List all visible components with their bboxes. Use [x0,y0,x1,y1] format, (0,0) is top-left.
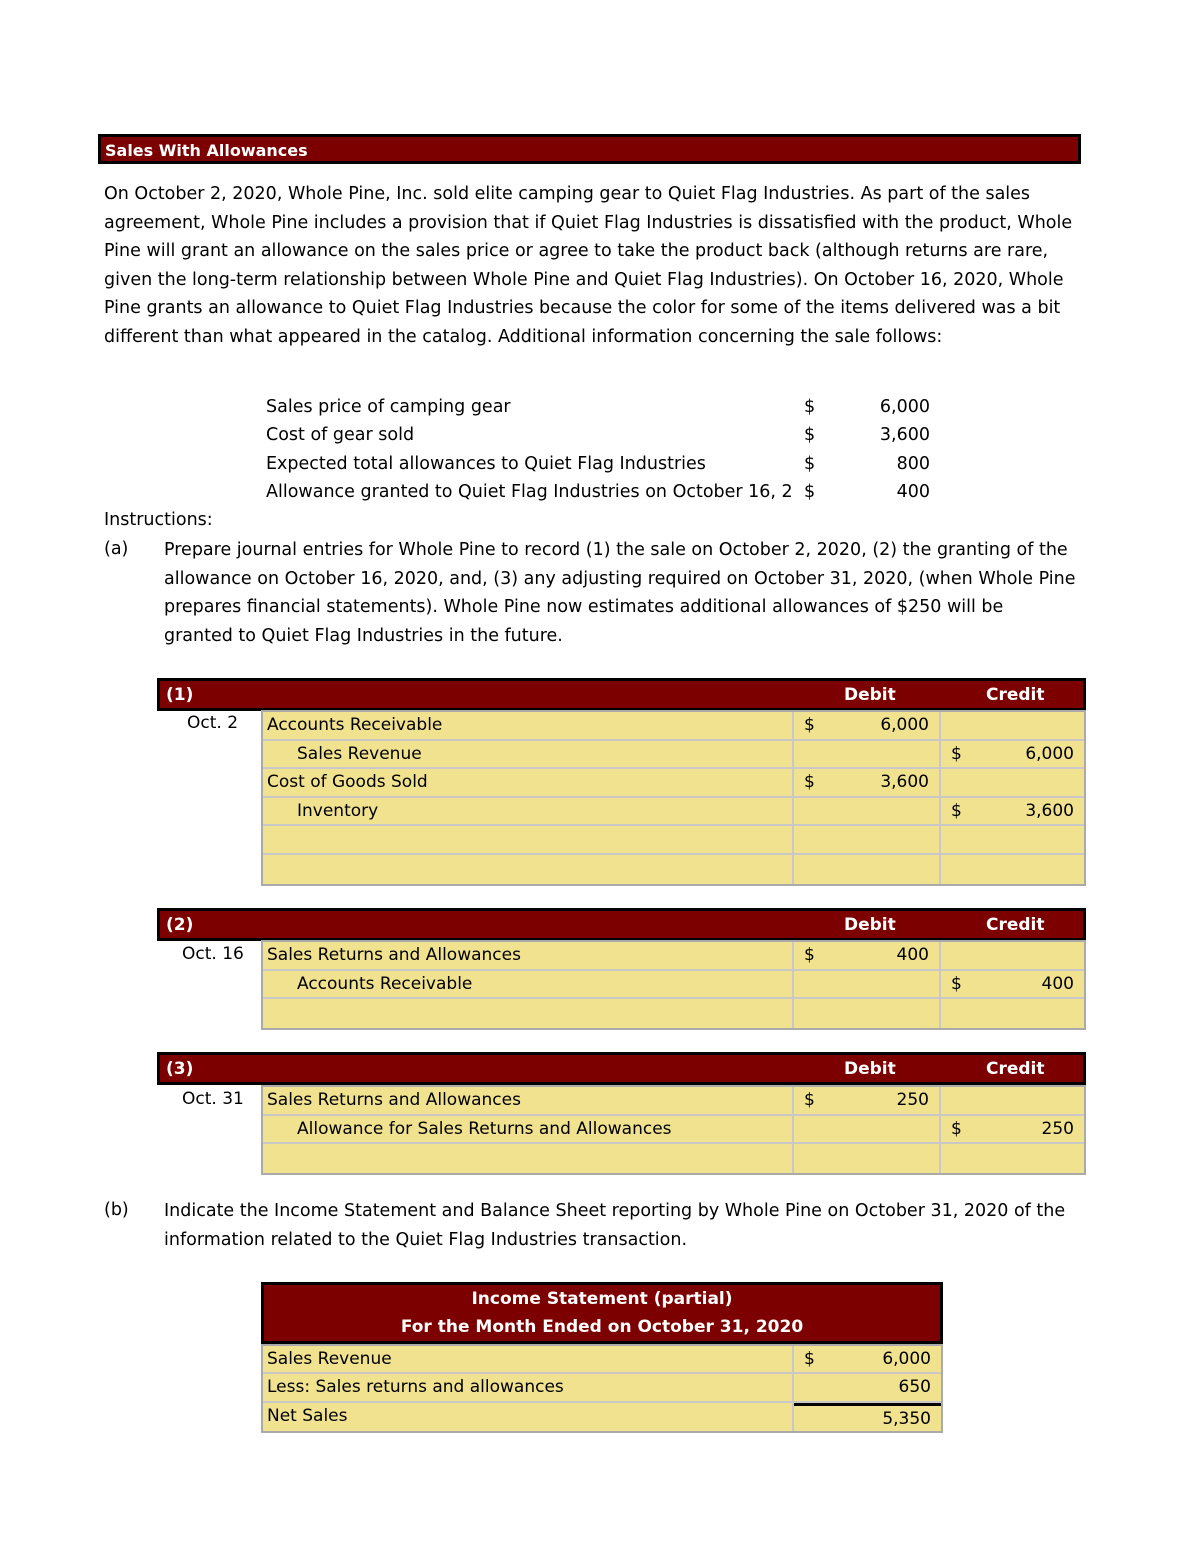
paragraph-line: agreement, Whole Pine includes a provision that if Quiet Flag Industries is dissatisfied with the product, Whole [104,212,1073,233]
journal-grid-3 [261,1085,1086,1175]
journal-header-3: (3) Debit Credit [157,1052,1086,1085]
journal-header-1: (1) Debit Credit [157,678,1086,711]
journal-row: Allowance for Sales Returns and Allowances $ 250 [263,1116,1084,1145]
journal-row-empty [263,999,1084,1028]
journal-row: Sales Revenue $ 6,000 [263,741,1084,770]
paragraph-line: On October 2, 2020, Whole Pine, Inc. sold elite camping gear to Quiet Flag Industries. As part of the sales [104,184,1031,204]
info-row: Allowance granted to Quiet Flag Industries on October 16, 2 $ 400 [266,481,930,502]
info-row: Sales price of camping gear $ 6,000 [266,397,930,417]
journal-grid-2 [261,940,1086,1030]
journal-date-1: Oct. 2 [187,713,239,733]
part-b-letter: (b) [104,1200,129,1220]
income-statement-row-total: Net Sales 5,350 [263,1403,941,1431]
problem-paragraph [104,180,1094,351]
info-row: Expected total allowances to Quiet Flag Industries $ 800 [266,453,930,474]
journal-date-2: Oct. 16 [182,944,244,964]
journal-header-2: (2) Debit Credit [157,908,1086,941]
journal-grid-1 [261,710,1086,886]
journal-row: Accounts Receivable $ 6,000 [263,712,1084,741]
journal-row: Accounts Receivable $ 400 [263,971,1084,1000]
section-title-bar [98,134,1081,164]
income-statement-grid [261,1344,943,1433]
journal-row: Inventory $ 3,600 [263,798,1084,827]
journal-row: Sales Returns and Allowances $ 250 [263,1087,1084,1116]
info-row: Cost of gear sold $ 3,600 [266,425,930,446]
part-b-text: Indicate the Income Statement and Balance Sheet reporting by Whole Pine on October 31, 2020 of the information related to the Quiet Flag Industries transaction. [164,1201,1066,1250]
journal-row-empty [263,1144,1084,1173]
journal-date-3: Oct. 31 [182,1089,244,1109]
income-statement-row: Less: Sales returns and allowances 650 [263,1374,941,1402]
section-title: Sales With Allowances [105,141,308,160]
income-statement-row: Sales Revenue $ 6,000 [263,1346,941,1374]
journal-row: Cost of Goods Sold $ 3,600 [263,769,1084,798]
journal-row-empty [263,826,1084,855]
income-statement-title: Income Statement (partial) [471,1289,733,1309]
paragraph-line: given the long-term relationship between Whole Pine and Quiet Flag Industries). On October 16, 2020, Whole [104,269,1064,290]
part-a-letter: (a) [104,539,129,559]
paragraph-line: Pine grants an allowance to Quiet Flag Industries because the color for some of the items delivered was a bit [104,298,1061,318]
income-statement-subtitle: For the Month Ended on October 31, 2020 [400,1317,804,1337]
journal-row: Sales Returns and Allowances $ 400 [263,942,1084,971]
paragraph-line: Pine will grant an allowance on the sales price or agree to take the product back (although returns are rare, [104,241,1049,261]
paragraph-line: different than what appeared in the catalog. Additional information concerning the sale follows: [104,326,943,347]
journal-row-empty [263,855,1084,884]
instructions-label: Instructions: [104,510,213,530]
sale-info-table [266,395,946,508]
part-a-text: Prepare journal entries for Whole Pine to record (1) the sale on October 2, 2020, (2) the granting of the allowance on October 16, 2020, and, (3) any adjusting required on October 31, 2020, (when Whole Pine prepares financial statements). Whole Pine now estimates additional allowances of $250 will be granted to Quiet Flag Industries in the future. [164,540,1076,646]
income-statement-header [261,1282,943,1344]
